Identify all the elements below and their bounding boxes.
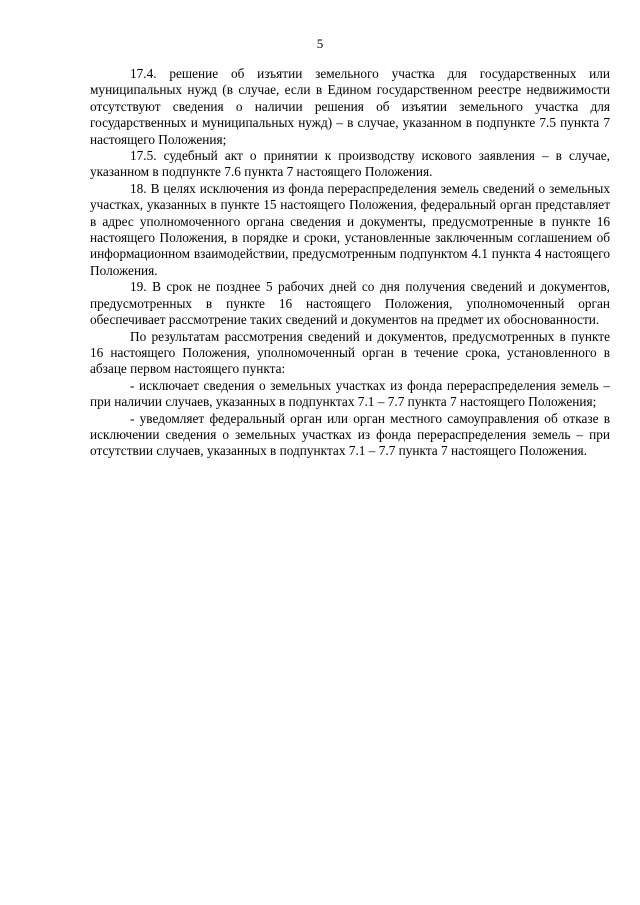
paragraph-19: 19. В срок не позднее 5 рабочих дней со дня получения сведений и документов, предусмотренных в пункте 16 настоящего Положения, уполномоченный орган обеспечивает рассмотрение таких сведений и документов на предмет их обоснованности.: [90, 279, 610, 328]
paragraph-19-results: По результатам рассмотрения сведений и документов, предусмотренных в пункте 16 настоящего Положения, уполномоченный орган в течение срока, установленного в абзаце первом настоящего пункта:: [90, 328, 610, 377]
list-item-exclude: - исключает сведения о земельных участках из фонда перераспределения земель – при наличии случаев, указанных в подпунктах 7.1 – 7.7 пункта 7 настоящего Положения;: [90, 377, 610, 410]
paragraph-18: 18. В целях исключения из фонда перераспределения земель сведений о земельных участках, указанных в пункте 15 настоящего Положения, федеральный орган представляет в адрес уполномоченного органа сведения и документы, предусмотренные в пункте 16 настоящего Положения, в порядке и сроки, установленные заключенным соглашением об информационном взаимодействии, предусмотренным подпунктом 4.1 пункта 4 настоящего Положения.: [90, 180, 610, 278]
paragraph-17-4: 17.4. решение об изъятии земельного участка для государственных или муниципальных нужд (в случае, если в Едином государственном реестре недвижимости отсутствуют сведения о наличии решения об изъятии земельного участка для государственных и муниципальных нужд) – в случае, указанном в подпункте 7.5 пункта 7 настоящего Положения;: [90, 66, 610, 147]
paragraph-17-5: 17.5. судебный акт о принятии к производству искового заявления – в случае, указанном в подпункте 7.6 пункта 7 настоящего Положения.: [90, 148, 610, 180]
page-number: 5: [316, 36, 324, 51]
list-item-notify: - уведомляет федеральный орган или орган местного самоуправления об отказе в исключении сведения о земельных участках из фонда перераспределения земель – при отсутствии случаев, указанных в подпунктах 7.1 – 7.7 пункта 7 настоящего Положения.: [90, 410, 610, 459]
document-body: [90, 66, 610, 460]
